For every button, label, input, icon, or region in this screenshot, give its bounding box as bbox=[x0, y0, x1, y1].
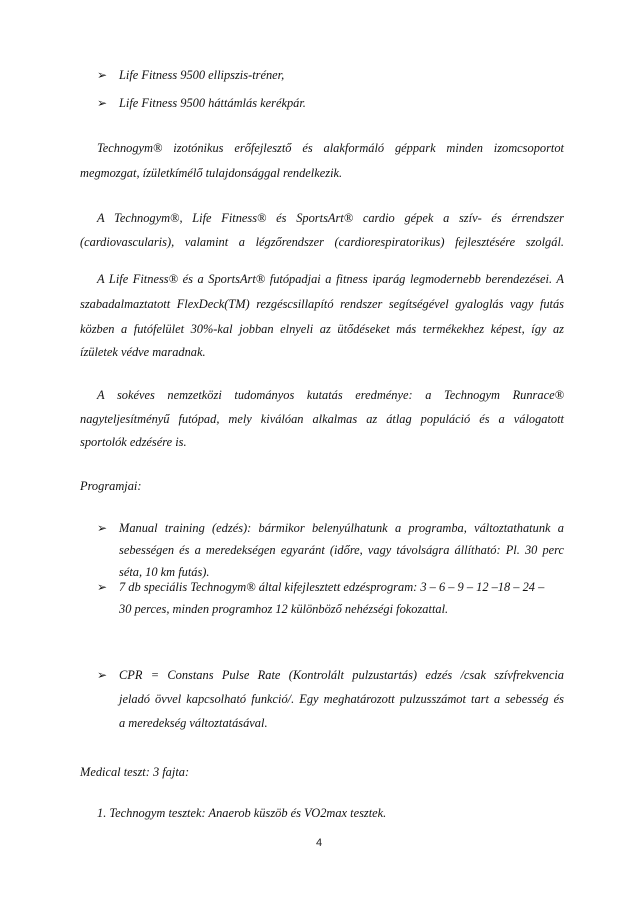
bullet-text: Manual training (edzés): bármikor belenyúlhatunk a programba, változtathatunk a bbox=[119, 521, 564, 535]
bullet-text: a meredekség változtatásával. bbox=[119, 716, 268, 730]
bullet-text: séta, 10 km futás). bbox=[119, 565, 210, 579]
list-item bbox=[97, 580, 564, 620]
arrow-bullet-icon: ➢ bbox=[97, 668, 108, 682]
bullet-text: Life Fitness 9500 ellipszis-tréner, bbox=[119, 68, 285, 82]
arrow-bullet-icon: ➢ bbox=[97, 96, 108, 110]
bullet-text: CPR = Constans Pulse Rate (Kontrolált pulzustartás) edzés /csak szívfrekvencia bbox=[119, 668, 564, 682]
paragraph-line: szabadalmaztatott FlexDeck(TM) rezgéscsillapító rendszer segítségével gyaloglás vagy futás bbox=[80, 297, 564, 311]
list-item bbox=[97, 68, 537, 82]
list-item bbox=[97, 96, 537, 110]
paragraph-line: közben a futófelület 30%-kal jobban elnyeli az ütődéseket más termékekhez képest, így az bbox=[80, 322, 564, 336]
paragraph-line: A sokéves nemzetközi tudományos kutatás eredménye: a Technogym Runrace® bbox=[97, 388, 564, 402]
list-item bbox=[97, 521, 564, 581]
page-number: 4 bbox=[315, 837, 323, 849]
paragraph-line: nagyteljesítményű futópad, mely kiválóan alkalmas az átlag populáció és a válogatott bbox=[80, 412, 564, 426]
paragraph-line: Technogym® izotónikus erőfejlesztő és alakformáló géppark minden izomcsoportot bbox=[97, 141, 564, 155]
bullet-text: 30 perces, minden programhoz 12 különböző nehézségi fokozattal. bbox=[119, 602, 449, 616]
section-heading: Medical teszt: 3 fajta: bbox=[80, 765, 190, 779]
bullet-text: 7 db speciális Technogym® által kifejlesztett edzésprogram: 3 – 6 – 9 – 12 –18 – 24 – bbox=[119, 580, 545, 594]
numbered-item: 1. Technogym tesztek: Anaerob küszöb és VO2max tesztek. bbox=[97, 806, 387, 820]
list-item bbox=[97, 668, 564, 728]
arrow-bullet-icon: ➢ bbox=[97, 68, 108, 82]
paragraph-line: sportolók edzésére is. bbox=[80, 435, 187, 449]
paragraph-line: A Life Fitness® és a SportsArt® futópadjai a fitness iparág legmodernebb berendezései. A bbox=[97, 272, 564, 286]
paragraph-line: (cardiovascularis), valamint a légzőrendszer (cardiorespiratorikus) fejlesztésére szolgál. bbox=[80, 235, 564, 249]
bullet-text: sebességen és a meredekségen egyaránt (időre, vagy távolságra állítható: Pl. 30 perc bbox=[119, 543, 564, 557]
section-heading: Programjai: bbox=[80, 479, 142, 493]
bullet-text: Life Fitness 9500 háttámlás kerékpár. bbox=[119, 96, 306, 110]
paragraph-line: A Technogym®, Life Fitness® és SportsArt® cardio gépek a szív- és érrendszer bbox=[97, 211, 564, 225]
paragraph-line: ízületek védve maradnak. bbox=[80, 345, 206, 359]
bullet-text: jeladó övvel kapcsolható funkció/. Egy meghatározott pulzusszámot tart a sebesség és bbox=[119, 692, 564, 706]
paragraph-line: megmozgat, ízületkímélő tulajdonsággal rendelkezik. bbox=[80, 166, 343, 180]
arrow-bullet-icon: ➢ bbox=[97, 521, 108, 535]
arrow-bullet-icon: ➢ bbox=[97, 580, 108, 594]
